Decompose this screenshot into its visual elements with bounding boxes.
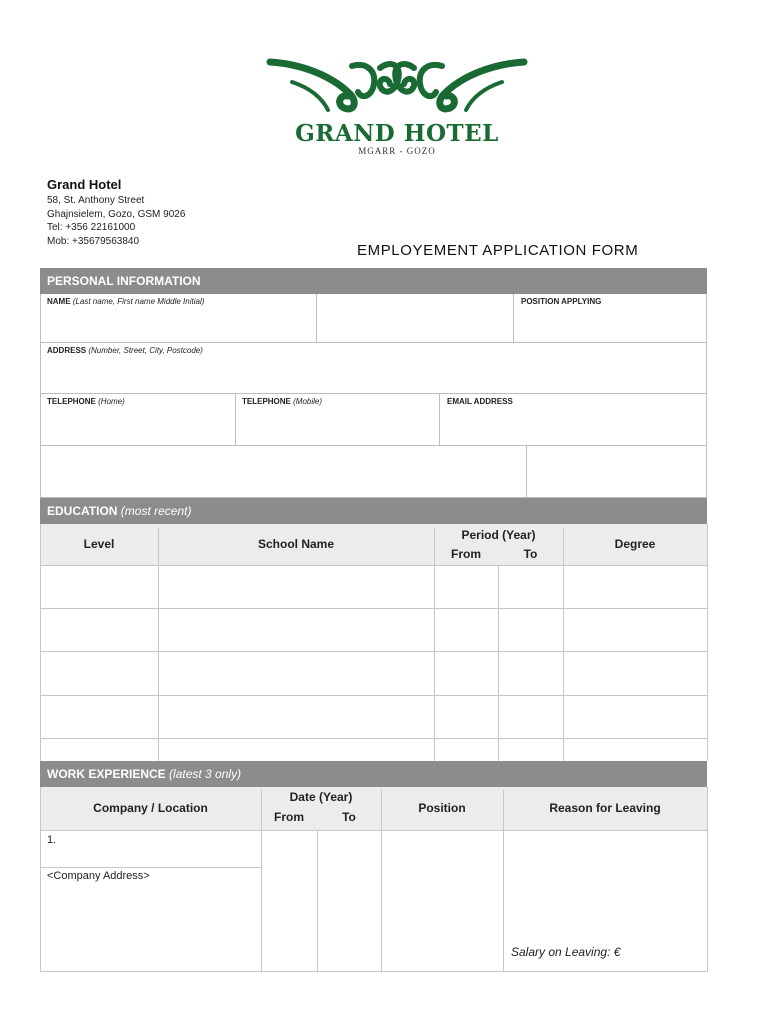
address-line: 58, St. Anthony Street <box>47 195 145 206</box>
col-position: Position <box>418 801 466 815</box>
name-field[interactable] <box>40 294 317 343</box>
grid-line <box>498 565 499 761</box>
table-row <box>40 651 707 652</box>
grid-line <box>40 867 261 868</box>
telephone-mobile-field[interactable] <box>235 393 440 446</box>
form-title: EMPLOYEMENT APPLICATION FORM <box>357 242 639 259</box>
personal-info-header <box>40 268 707 294</box>
name-label: NAME (Last name, First name Middle Initial) <box>47 297 205 306</box>
grid-line <box>40 524 41 761</box>
row-number: 1. <box>47 834 57 846</box>
hotel-logo <box>262 56 532 160</box>
email-address-label: EMAIL ADDRESS <box>447 397 513 406</box>
telephone-mobile-label: TELEPHONE (Mobile) <box>242 397 323 406</box>
telephone-home-label: TELEPHONE (Home) <box>47 397 125 406</box>
col-company-location: Company / Location <box>93 801 208 815</box>
logo-title: GRAND HOTEL <box>295 120 499 147</box>
col-date: Date (Year) <box>289 790 353 804</box>
education-header <box>40 498 707 524</box>
col-period-to: To <box>523 547 538 561</box>
col-level: Level <box>83 537 115 551</box>
grid-line <box>707 787 708 972</box>
name-field-extra[interactable] <box>316 294 514 343</box>
grid-line <box>707 524 708 761</box>
company-address-placeholder[interactable]: <Company Address> <box>47 870 150 882</box>
education-hint: (most recent) <box>120 504 192 518</box>
work-experience-header <box>40 761 707 787</box>
col-period: Period (Year) <box>461 528 536 542</box>
col-reason-for-leaving: Reason for Leaving <box>549 801 661 815</box>
table-row <box>40 608 707 609</box>
col-school-name: School Name <box>257 537 335 551</box>
table-row <box>40 695 707 696</box>
personal-info-title: PERSONAL INFORMATION <box>47 274 201 288</box>
telephone-home-field[interactable] <box>40 393 236 446</box>
work-experience-title: WORK EXPERIENCE <box>47 767 166 781</box>
logo-emblem-icon <box>262 56 532 118</box>
logo-subtitle: MGARR - GOZO <box>358 146 436 156</box>
grid-line <box>434 528 435 761</box>
grid-line <box>381 790 382 972</box>
extra-field-left[interactable] <box>40 445 527 498</box>
education-title: EDUCATION <box>47 504 118 518</box>
table-row <box>40 565 707 566</box>
work-experience-hint: (latest 3 only) <box>169 767 242 781</box>
email-address-field[interactable] <box>439 393 707 446</box>
col-period-from: From <box>451 547 481 561</box>
hotel-name: Grand Hotel <box>47 177 122 192</box>
telephone-line: Tel: +356 22161000 <box>47 222 136 233</box>
table-row <box>40 738 707 739</box>
grid-line <box>503 790 504 972</box>
grid-line <box>317 830 318 972</box>
col-degree: Degree <box>614 537 656 551</box>
extra-field-right[interactable] <box>526 445 707 498</box>
salary-on-leaving-label: Salary on Leaving: € <box>511 945 621 959</box>
grid-line <box>158 528 159 761</box>
col-date-from: From <box>274 810 304 824</box>
grid-line <box>40 787 41 972</box>
position-applying-label: POSITION APPLYING <box>521 297 602 306</box>
col-date-to: To <box>342 810 356 824</box>
grid-line <box>261 790 262 972</box>
table-row <box>40 830 707 831</box>
table-row <box>40 971 707 972</box>
mobile-line: Mob: +35679563840 <box>47 236 140 247</box>
address-line: Ghajnsielem, Gozo, GSM 9026 <box>47 209 186 220</box>
position-applying-field[interactable] <box>513 294 707 343</box>
address-field[interactable] <box>40 342 707 394</box>
address-label: ADDRESS (Number, Street, City, Postcode) <box>47 346 203 355</box>
grid-line <box>563 528 564 761</box>
